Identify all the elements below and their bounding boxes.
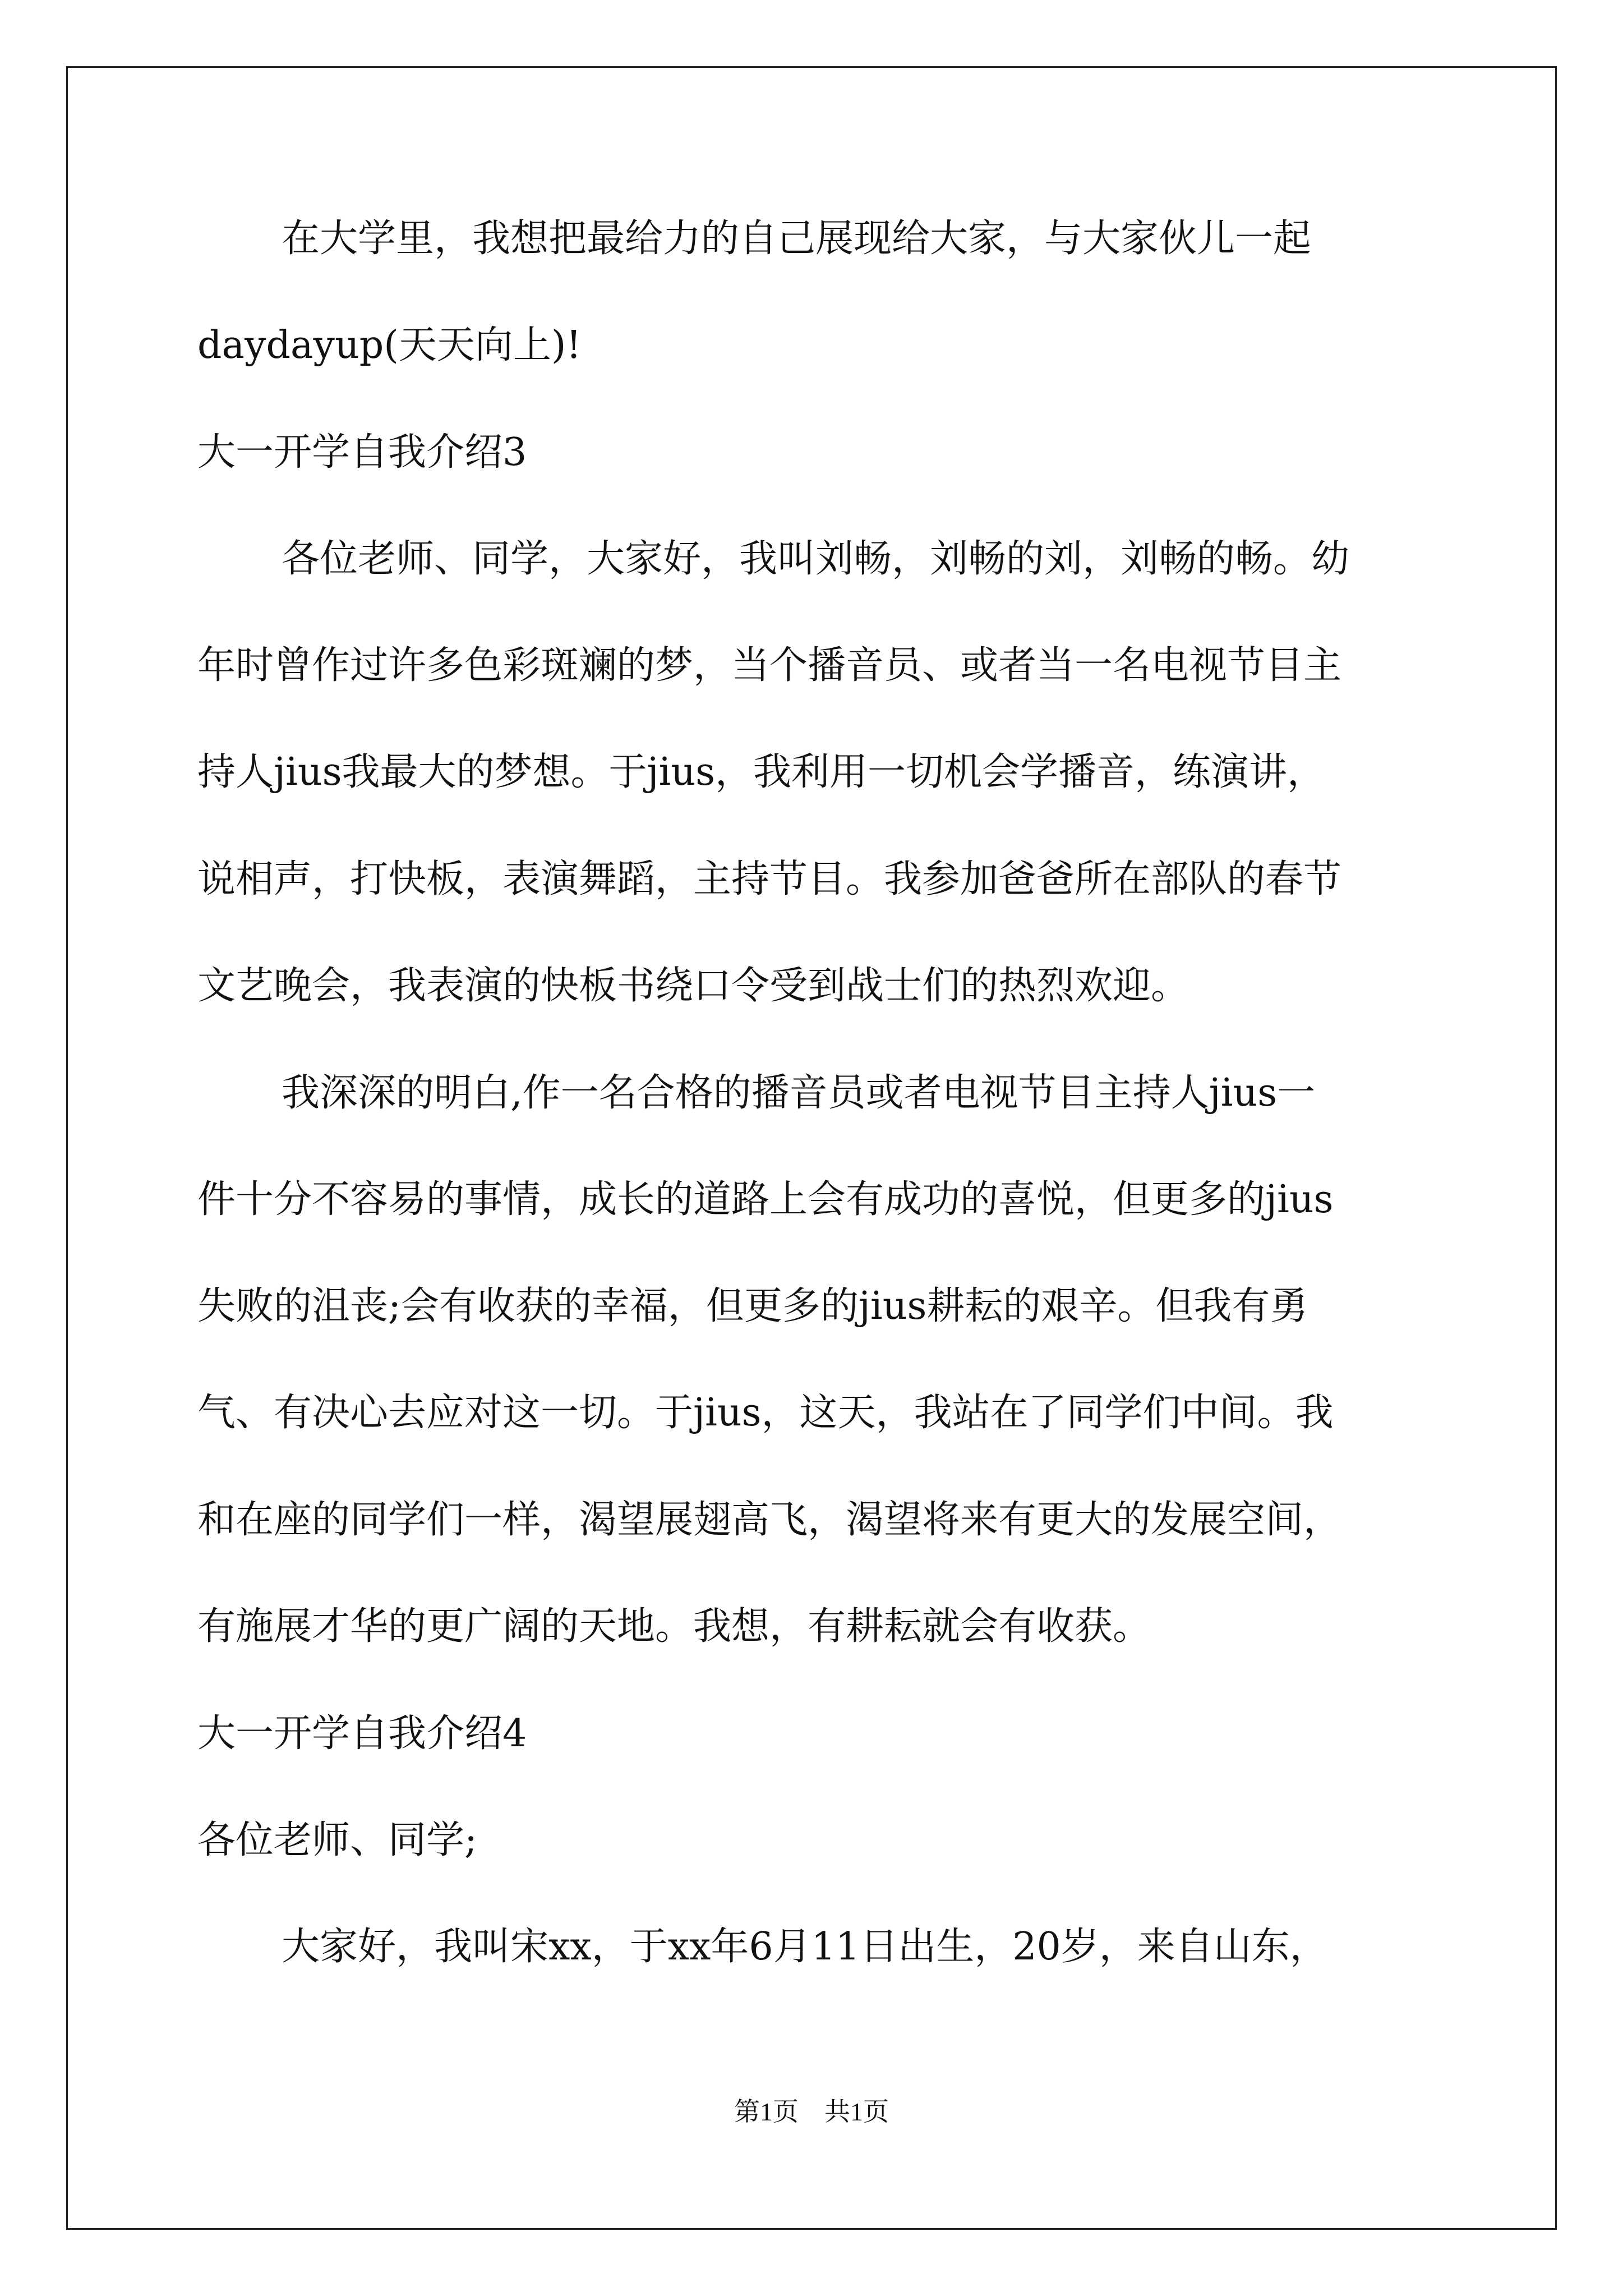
paragraph-line: 失败的沮丧;会有收获的幸福，但更多的jius耕耘的艰辛。但我有勇 bbox=[197, 1284, 1308, 1328]
paragraph-line: 大家好，我叫宋xx，于xx年6月11日出生，20岁，来自山东， bbox=[282, 1925, 1328, 1969]
page-footer: 第1页 共1页 bbox=[734, 2097, 889, 2126]
page-border bbox=[66, 66, 1557, 2230]
paragraph-line: 各位老师、同学; bbox=[197, 1818, 477, 1862]
paragraph-line: 我深深的明白,作一名合格的播音员或者电视节目主持人jius一 bbox=[282, 1071, 1316, 1115]
section-heading: 大一开学自我介绍4 bbox=[197, 1711, 527, 1756]
paragraph-line: 说相声，打快板，表演舞蹈，主持节目。我参加爸爸所在部队的春节 bbox=[197, 857, 1342, 901]
section-heading: 大一开学自我介绍3 bbox=[197, 430, 527, 475]
paragraph-line: 在大学里，我想把最给力的自己展现给大家，与大家伙儿一起 bbox=[282, 217, 1312, 261]
paragraph-line: 各位老师、同学，大家好，我叫刘畅，刘畅的刘，刘畅的畅。幼 bbox=[282, 537, 1350, 581]
paragraph-line: 件十分不容易的事情，成长的道路上会有成功的喜悦，但更多的jius bbox=[197, 1177, 1334, 1222]
paragraph-line: 持人jius我最大的梦想。于jius，我利用一切机会学播音，练演讲， bbox=[197, 750, 1326, 794]
paragraph-line: 有施展才华的更广阔的天地。我想，有耕耘就会有收获。 bbox=[197, 1604, 1151, 1649]
paragraph-line: 和在座的同学们一样，渴望展翅高飞，渴望将来有更大的发展空间， bbox=[197, 1498, 1342, 1542]
paragraph-line: 文艺晚会，我表演的快板书绕口令受到战士们的热烈欢迎。 bbox=[197, 964, 1189, 1008]
paragraph-line: 气、有决心去应对这一切。于jius，这天，我站在了同学们中间。我 bbox=[197, 1391, 1334, 1435]
paragraph-line: 年时曾作过许多色彩斑斓的梦，当个播音员、或者当一名电视节目主 bbox=[197, 643, 1342, 688]
paragraph-line: daydayup(天天向上)! bbox=[197, 323, 582, 367]
